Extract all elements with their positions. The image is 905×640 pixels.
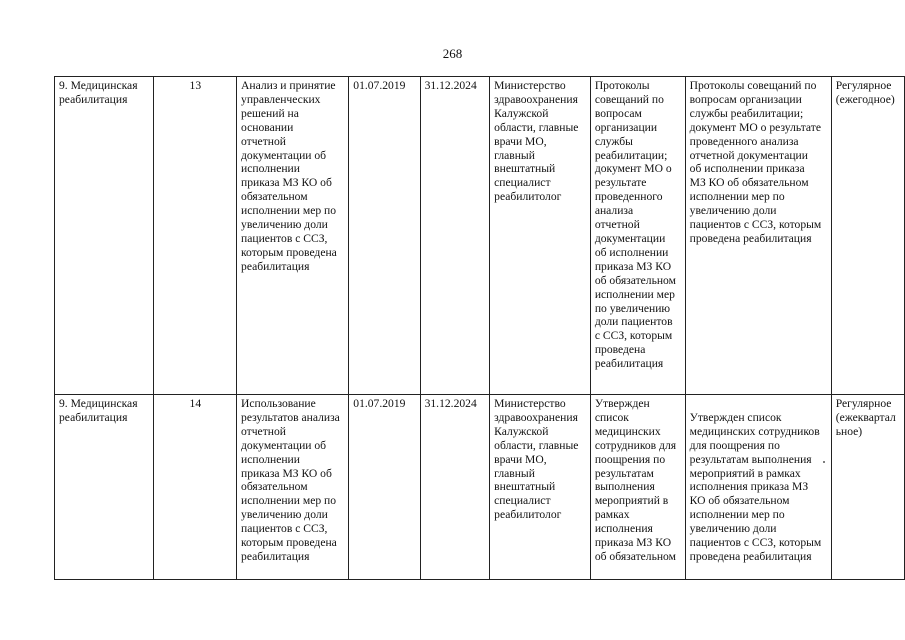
cell-responsible: Министерство здравоохранения Калужской области, главные врачи МО, главный внештатный специалист реабилитолог: [490, 77, 591, 395]
table-row: [55, 77, 905, 395]
cell-periodicity: Регулярное (ежеквартал ьное): [831, 395, 904, 580]
cell-characteristic: Протоколы совещаний по вопросам организации службы реабилитации; документ МО о результате проведенного анализа отчетной документации об исполнении приказа МЗ КО об обязательном исполнении мер по увеличению доли пациентов с ССЗ, которым проведена реабилитация: [685, 77, 831, 395]
scan-speck: [823, 461, 825, 463]
cell-characteristic: [685, 395, 831, 580]
cell-end-date: 31.12.2024: [420, 77, 490, 395]
cell-direction: 9. Медицинская реабилитация: [55, 395, 154, 580]
measures-table: [54, 76, 905, 580]
cell-direction: 9. Медицинская реабилитация: [55, 77, 154, 395]
cell-periodicity: Регулярное (ежегодное): [831, 77, 904, 395]
cell-number: 14: [153, 395, 236, 580]
cell-result: Утвержден список медицинских сотрудников для поощрения по результатам выполнения мероприятий в рамках исполнения приказа МЗ КО об обязательном: [590, 395, 685, 580]
characteristic-text: Утвержден список медицинских сотрудников для поощрения по результатам выполнения мероприятий в рамках исполнения приказа МЗ КО об обязательном исполнении мер по увеличению доли пациентов с ССЗ, которым проведена реабилитация: [689, 410, 822, 563]
cell-number: 13: [153, 77, 236, 395]
cell-result: Протоколы совещаний по вопросам организации службы реабилитации; документ МО о результате проведенного анализа отчетной документации об исполнении приказа МЗ КО об обязательном исполнении мер по увеличению доли пациентов с ССЗ, которым проведена реабилитация: [590, 77, 685, 395]
cell-responsible: Министерство здравоохранения Калужской области, главные врачи МО, главный внештатный специалист реабилитолог: [490, 395, 591, 580]
page-number: 268: [442, 46, 463, 61]
cell-start-date: 01.07.2019: [349, 77, 420, 395]
table-row: [55, 395, 905, 580]
cell-end-date: 31.12.2024: [420, 395, 490, 580]
cell-action: Использование результатов анализа отчетной документации об исполнении приказа МЗ КО об обязательном исполнении мер по увеличению доли пациентов с ССЗ, которым проведена реабилитация: [237, 395, 349, 580]
cell-action: Анализ и принятие управленческих решений на основании отчетной документации об исполнении приказа МЗ КО об обязательном исполнении мер по увеличению доли пациентов с ССЗ, которым проведена реабилитация: [237, 77, 349, 395]
cell-start-date: 01.07.2019: [349, 395, 420, 580]
